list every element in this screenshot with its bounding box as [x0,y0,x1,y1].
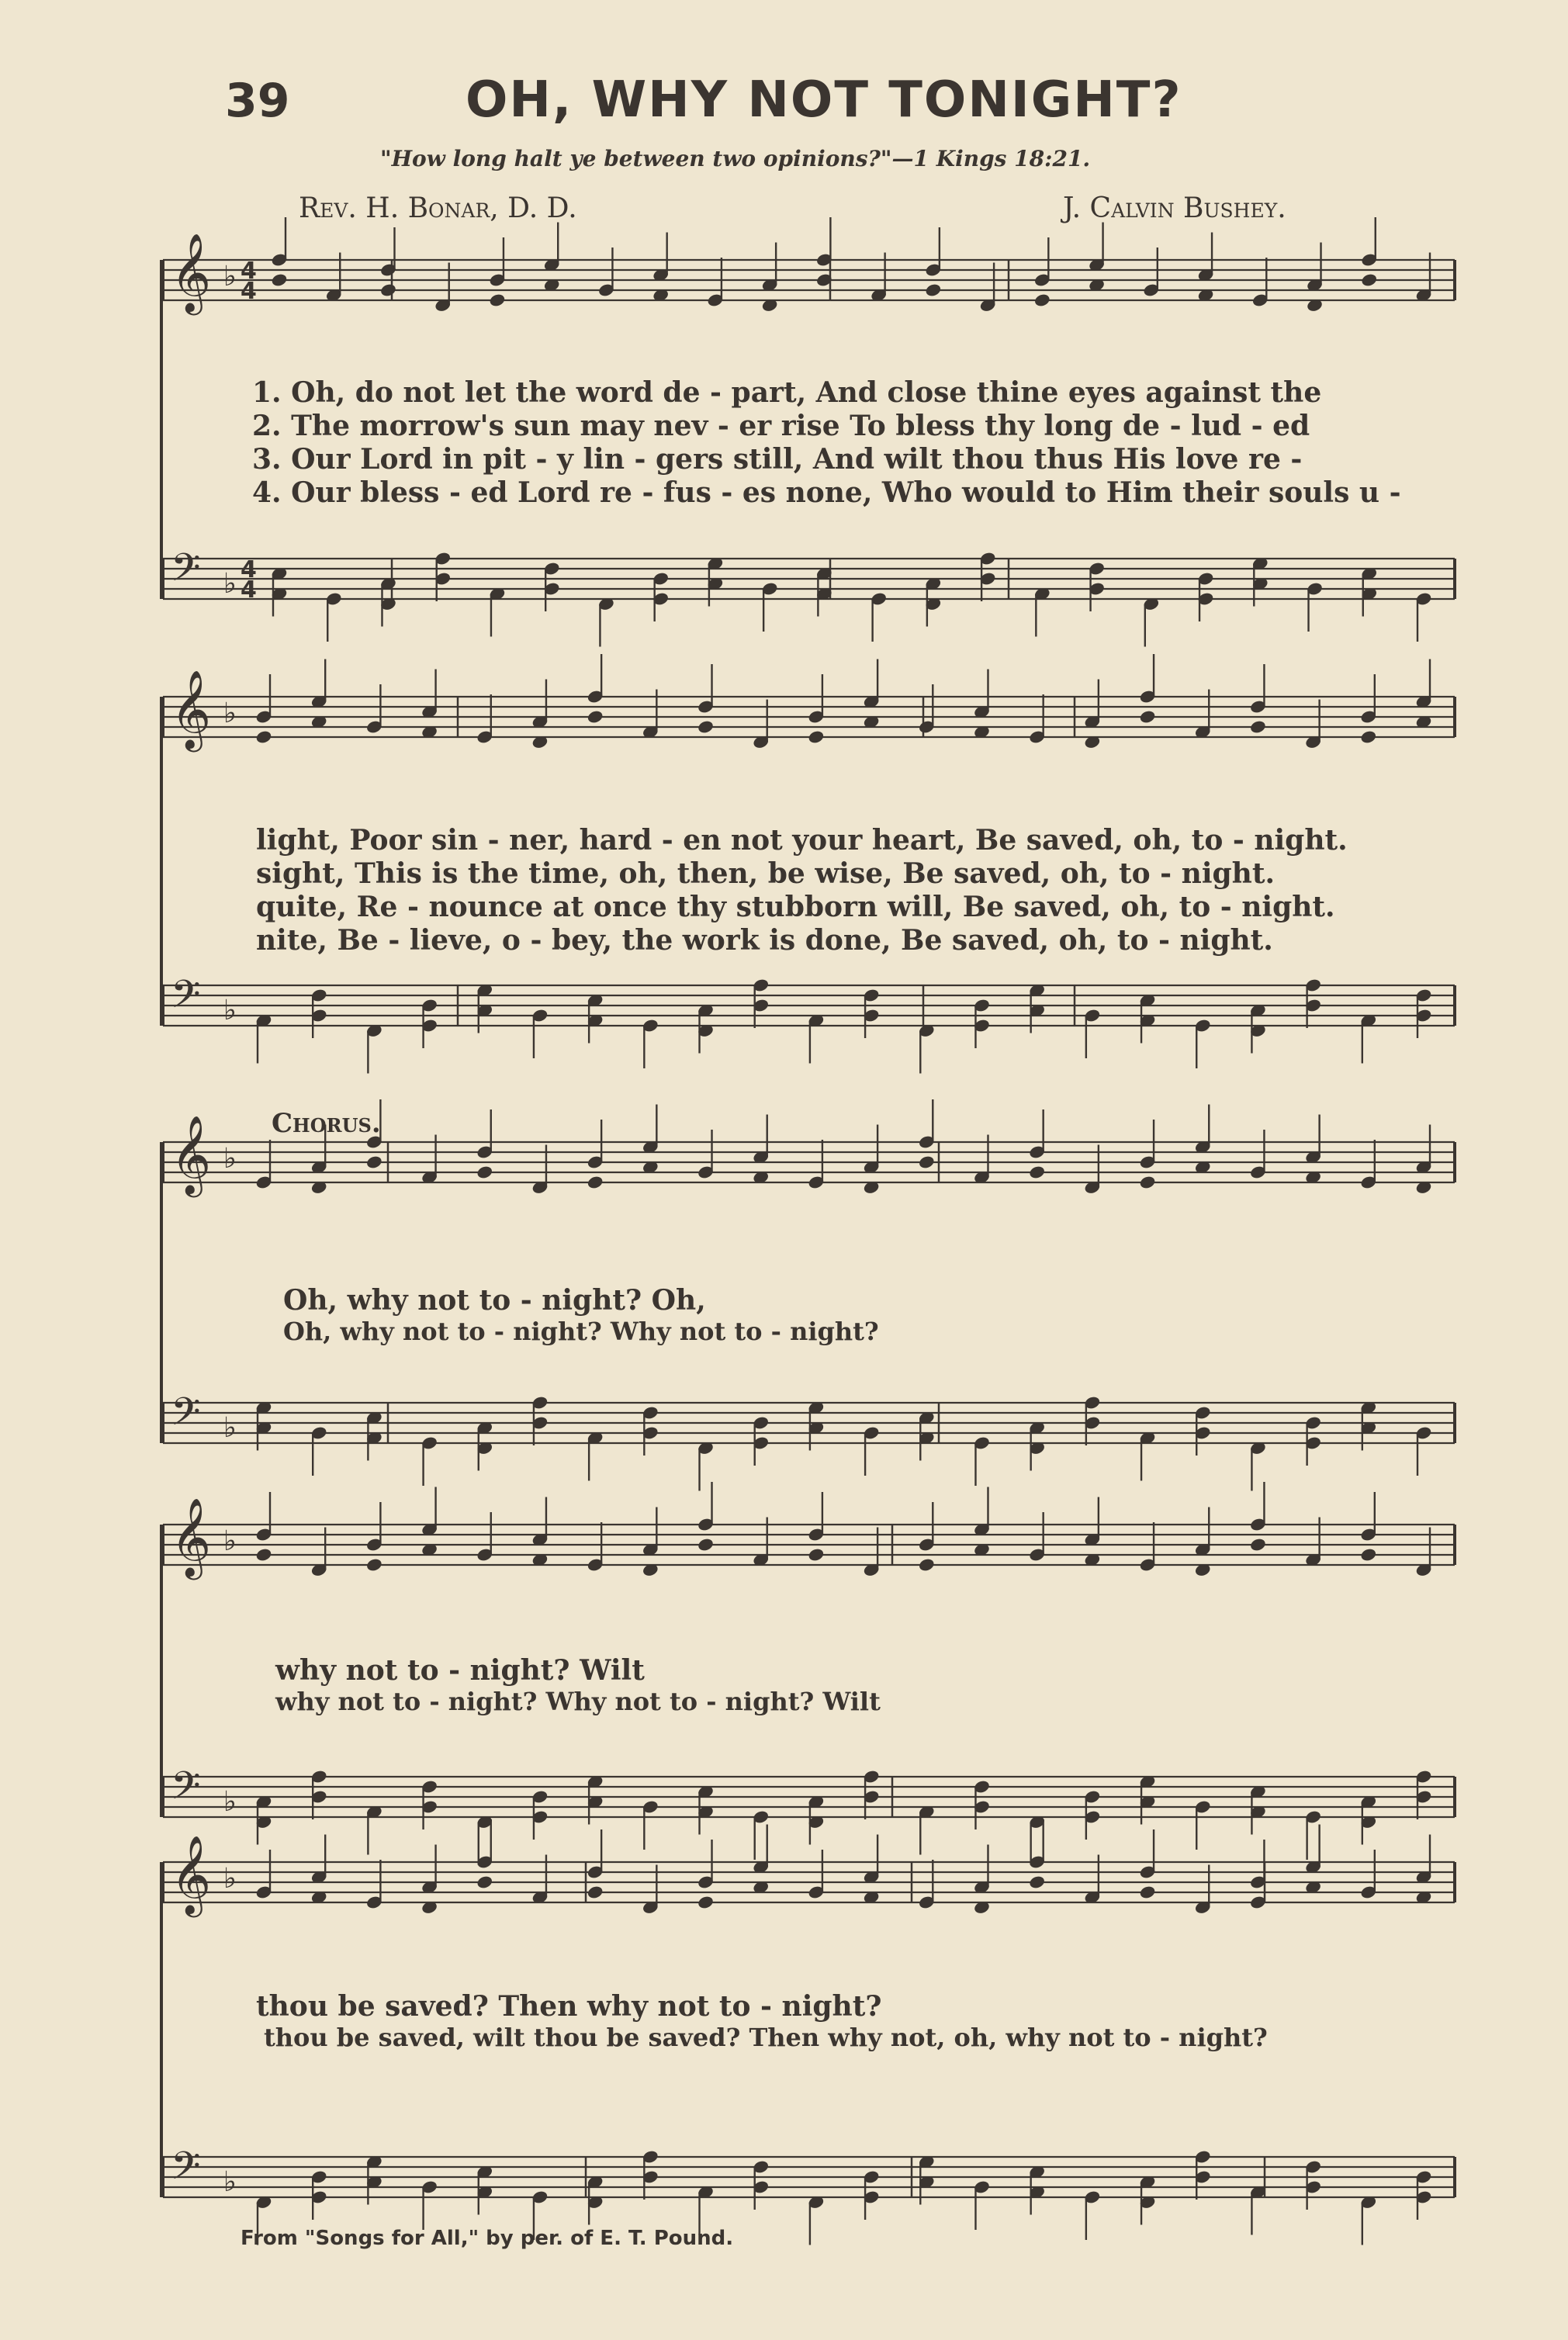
flat-key-signature-icon: ♭ [223,1412,237,1444]
note-head [697,720,714,734]
time-signature: 4 [241,576,257,604]
bass-clef-icon: 𝄢 [171,972,201,1026]
note-head [1029,1165,1045,1179]
lyricist: Rev. H. Bonar, D. D. [299,192,577,224]
note-head [476,1165,493,1179]
bass-clef-icon: 𝄢 [171,2144,201,2198]
flat-key-signature-icon: ♭ [223,1786,237,1818]
note-head [1029,1875,1045,1889]
treble-clef-icon: 𝄞 [171,1834,212,1914]
treble-clef-icon: 𝄞 [171,232,212,312]
note-head [271,273,287,287]
copyright-footer: From "Songs for All," by per. of E. T. Pound. [241,2227,734,2250]
note-head [587,1175,603,1189]
flat-key-signature-icon: ♭ [223,1143,237,1175]
bass-clef-icon: 𝄢 [171,1764,201,1818]
chorus-line3-upper: thou be saved? Then why not to - night? [256,1990,882,2023]
bass-staff-3 [163,1403,1455,1443]
note-head [587,710,603,724]
flat-key-signature-icon: ♭ [223,1863,237,1895]
flat-key-signature-icon: ♭ [223,261,237,292]
verse4-line-part1: 4. Our bless - ed Lord re - fus - es none, Who would to Him their souls u - [252,476,1401,509]
flat-key-signature-icon: ♭ [223,568,237,600]
note-head [1360,1548,1376,1562]
verse2-line-part1: 2. The morrow's sun may nev - er rise To bless thy long de - lud - ed [252,410,1310,442]
note-head [587,1885,603,1899]
flat-key-signature-icon: ♭ [223,995,237,1026]
hymn-number: 39 [225,74,290,128]
verse2-line-part2: sight, This is the time, oh, then, be wise, Be saved, oh, to - night. [256,857,1275,890]
hymn-title: OH, WHY NOT TONIGHT? [466,71,1182,129]
note-head [476,1875,493,1889]
note-head [919,1155,935,1169]
flat-key-signature-icon: ♭ [223,698,237,729]
verse1-line-part1: 1. Oh, do not let the word de - part, And close thine eyes against the [252,376,1322,409]
chorus-line1-lower: Oh, why not to - night? Why not to - night? [283,1317,879,1346]
chorus-line2-upper: why not to - night? Wilt [275,1654,645,1687]
note-head [1139,1885,1155,1899]
note-head [919,1558,935,1572]
verse3-line-part1: 3. Our Lord in pit - y lin - gers still, And wilt thou thus His love re - [252,443,1303,476]
note-head [808,730,824,744]
chorus-line3-lower: thou be saved, wilt thou be saved? Then why not, oh, why not to - night? [264,2023,1268,2052]
note-head [255,1548,272,1562]
flat-key-signature-icon: ♭ [223,2166,237,2198]
note-head [1139,710,1155,724]
time-signature: 4 [241,556,257,583]
note-head [380,283,396,297]
bass-clef-icon: 𝄢 [171,1390,201,1444]
treble-clef-icon: 𝄞 [171,1497,212,1577]
treble-staff-1 [163,260,1455,300]
note-head [1250,1538,1266,1552]
note-head [808,1548,824,1562]
chorus-line2-lower: why not to - night? Why not to - night? Wilt [275,1687,881,1716]
note-head [697,1538,714,1552]
time-signature: 4 [241,278,257,305]
note-head [1361,273,1377,287]
flat-key-signature-icon: ♭ [223,1525,237,1557]
treble-clef-icon: 𝄞 [171,1114,212,1194]
verse4-line-part2: nite, Be - lieve, o - bey, the work is done, Be saved, oh, to - night. [256,924,1273,957]
note-head [1360,730,1376,744]
scripture-reference: "How long halt ye between two opinions?"—1 Kings 18:21. [380,146,1091,171]
time-signature: 4 [241,258,257,285]
chorus-label: Chorus. [272,1108,381,1139]
note-head [366,1155,382,1169]
note-head [255,730,272,744]
note-head [489,293,505,307]
bass-clef-icon: 𝄢 [171,545,201,600]
note-head [1034,293,1051,307]
note-head [1250,720,1266,734]
note-head [1139,1175,1155,1189]
verse3-line-part2: quite, Re - nounce at once thy stubborn will, Be saved, oh, to - night. [256,891,1335,923]
note-head [366,1558,382,1572]
composer: J. Calvin Bushey. [1063,192,1286,224]
chorus-line1-upper: Oh, why not to - night? Oh, [283,1284,706,1317]
verse1-line-part2: light, Poor sin - ner, hard - en not your heart, Be saved, oh, to - night. [256,824,1348,857]
note-head [697,1895,714,1909]
treble-clef-icon: 𝄞 [171,669,212,749]
note-head [925,283,941,297]
